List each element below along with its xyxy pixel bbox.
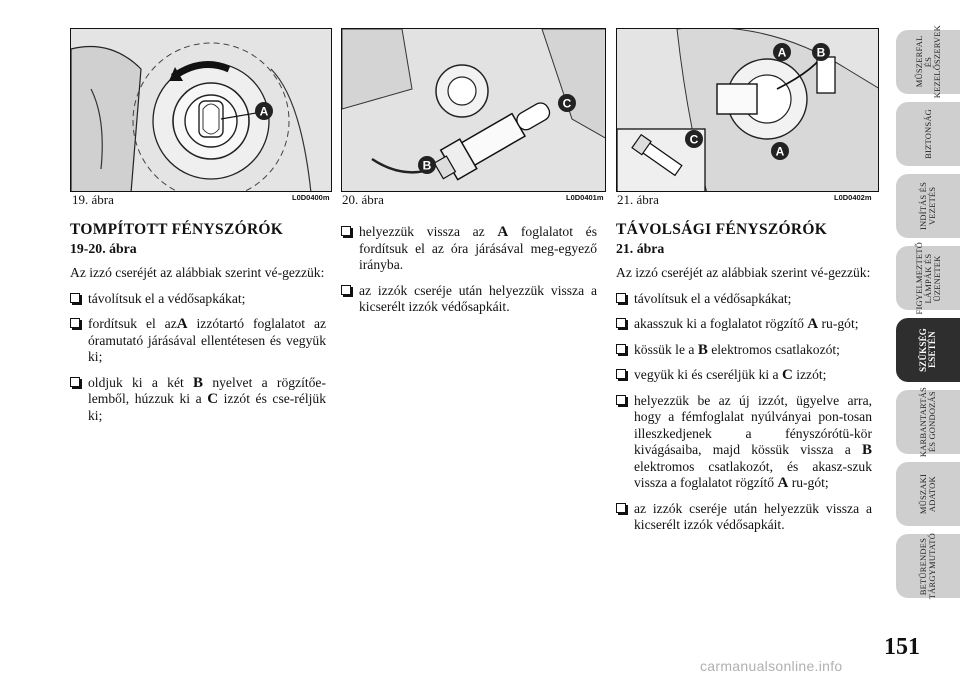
- step-text: helyezzük vissza az: [359, 224, 498, 239]
- step-text: izzótartó foglalatot az óramutató járásával ellentétesen és vegyük ki;: [88, 316, 327, 364]
- step-text: izzót;: [792, 367, 827, 382]
- step-text: akasszuk ki a foglalatot rögzítő: [634, 316, 808, 331]
- step-item: [616, 393, 872, 492]
- checkbox-bullet-icon: [70, 377, 80, 387]
- part-reference: B: [697, 341, 708, 358]
- tab-safety[interactable]: BIZTONSÁG: [896, 102, 960, 166]
- checkbox-bullet-icon: [616, 318, 626, 328]
- step-text: az izzók cseréje után helyezzük vissza a kicserélt izzók védősapkáit.: [634, 500, 872, 532]
- step-list: [341, 224, 597, 316]
- checkbox-bullet-icon: [70, 293, 80, 303]
- tab-starting-driving[interactable]: INDÍTÁS ÉS VEZETÉS: [896, 174, 960, 238]
- checkbox-bullet-icon: [616, 293, 626, 303]
- figure-21: [616, 28, 879, 192]
- tab-emergency[interactable]: SZÜKSÉG ESETÉN: [896, 318, 960, 382]
- step-item: [616, 316, 872, 333]
- figure-20-caption: 20. ábra: [342, 192, 384, 207]
- part-reference: A: [176, 316, 188, 332]
- step-text: nyelvet a rögzítőe-lemből, húzzuk ki a: [88, 374, 326, 406]
- high-beam-section: [616, 222, 872, 543]
- section-subhead: 21. ábra: [616, 240, 665, 256]
- checkbox-bullet-icon: [616, 395, 626, 405]
- step-text: foglalatot és fordítsuk el az óra járásával meg-egyező irányba.: [359, 224, 597, 272]
- intro-paragraph: Az izzó cseréjét az alábbiak szerint vé-gezzük:: [616, 265, 871, 280]
- part-reference: C: [207, 391, 219, 407]
- figure-20-code: L0D0401m: [566, 193, 604, 202]
- part-reference: A: [807, 316, 819, 332]
- tab-maintenance[interactable]: KARBANTARTÁS ÉS GONDOZÁS: [896, 390, 960, 454]
- headlamp-low-beam-illustration: [71, 29, 332, 192]
- low-beam-section-continued: [341, 224, 597, 325]
- step-text: elektromos csatlakozót;: [707, 341, 840, 357]
- page-number: 151: [884, 634, 920, 660]
- step-item: [70, 375, 326, 425]
- step-text: oldjuk ki a két: [88, 374, 194, 390]
- section-title: TOMPÍTOTT FÉNYSZÓRÓK: [70, 221, 284, 238]
- tab-dashboard-controls[interactable]: MŰSZERFAL ÉS KEZELŐSZERVEK: [896, 30, 960, 94]
- callout-c: C: [562, 96, 572, 111]
- section-title: TÁVOLSÁGI FÉNYSZÓRÓK: [616, 221, 828, 238]
- step-text: kössük le a: [634, 341, 698, 357]
- step-item: [616, 342, 872, 359]
- step-text: távolítsuk el a védősapkákat;: [634, 290, 792, 306]
- step-text: izzót és cse-réljük ki;: [88, 391, 327, 423]
- section-subhead: 19-20. ábra: [70, 240, 137, 256]
- step-item: [616, 367, 872, 384]
- high-beam-bulb-illustration: [617, 29, 879, 192]
- callout-b: B: [816, 45, 826, 60]
- callout-a: A: [259, 104, 269, 119]
- part-reference: B: [861, 442, 872, 458]
- step-item: [70, 291, 326, 308]
- checkbox-bullet-icon: [341, 226, 351, 236]
- step-text: ru-gót;: [788, 475, 829, 490]
- figure-19-caption: 19. ábra: [72, 192, 114, 207]
- step-text: helyezzük be az új izzót, ügyelve arra, hogy a fémfoglalat nyúlványai pon-tosan illeszkedjenek a fényszórótü-kör kivágásaiba, majd kössük vissza a: [634, 392, 872, 457]
- step-list: [70, 291, 326, 425]
- low-beam-bulb-illustration: [342, 29, 606, 192]
- checkbox-bullet-icon: [616, 344, 626, 354]
- step-text: elektromos csatlakozót, és akasz-szuk vissza a foglalatot rögzítő: [634, 458, 872, 490]
- callout-c: C: [689, 132, 699, 147]
- tab-warning-lights[interactable]: FIGYELMEZTETŐ LÁMPÁK ÉS ÜZENETEK: [896, 246, 960, 310]
- step-item: [616, 291, 872, 308]
- tab-index[interactable]: BETŰRENDES TÁRGYMUTATÓ: [896, 534, 960, 598]
- checkbox-bullet-icon: [616, 369, 626, 379]
- step-list: [616, 291, 872, 534]
- part-reference: C: [781, 367, 793, 383]
- step-text: az izzók cseréje után helyezzük vissza a kicserélt izzók védősapkáit.: [359, 282, 597, 314]
- figure-19-code: L0D0400m: [292, 193, 330, 202]
- step-text: távolítsuk el a védősapkákat;: [88, 290, 246, 306]
- low-beam-section: [70, 222, 326, 433]
- figure-20: [341, 28, 606, 192]
- tab-technical-data[interactable]: MŰSZAKI ADATOK: [896, 462, 960, 526]
- checkbox-bullet-icon: [616, 503, 626, 513]
- figure-21-caption: 21. ábra: [617, 192, 659, 207]
- step-item: [70, 316, 326, 366]
- figure-21-code: L0D0402m: [834, 193, 872, 202]
- watermark: carmanualsonline.info: [700, 658, 843, 674]
- callout-a-top: A: [777, 45, 787, 60]
- part-reference: B: [193, 374, 204, 391]
- step-text: ru-gót;: [818, 316, 859, 331]
- step-item: [341, 224, 597, 274]
- step-item: [341, 283, 597, 316]
- step-text: vegyük ki és cseréljük ki a: [634, 367, 782, 382]
- figure-19: [70, 28, 332, 192]
- intro-paragraph: Az izzó cseréjét az alábbiak szerint vé-gezzük:: [70, 265, 325, 280]
- callout-a-bottom: A: [775, 144, 785, 159]
- step-item: [616, 501, 872, 534]
- part-reference: A: [777, 475, 789, 491]
- checkbox-bullet-icon: [341, 285, 351, 295]
- part-reference: A: [497, 224, 509, 240]
- step-text: fordítsuk el az: [88, 316, 177, 331]
- callout-b: B: [422, 158, 432, 173]
- checkbox-bullet-icon: [70, 318, 80, 328]
